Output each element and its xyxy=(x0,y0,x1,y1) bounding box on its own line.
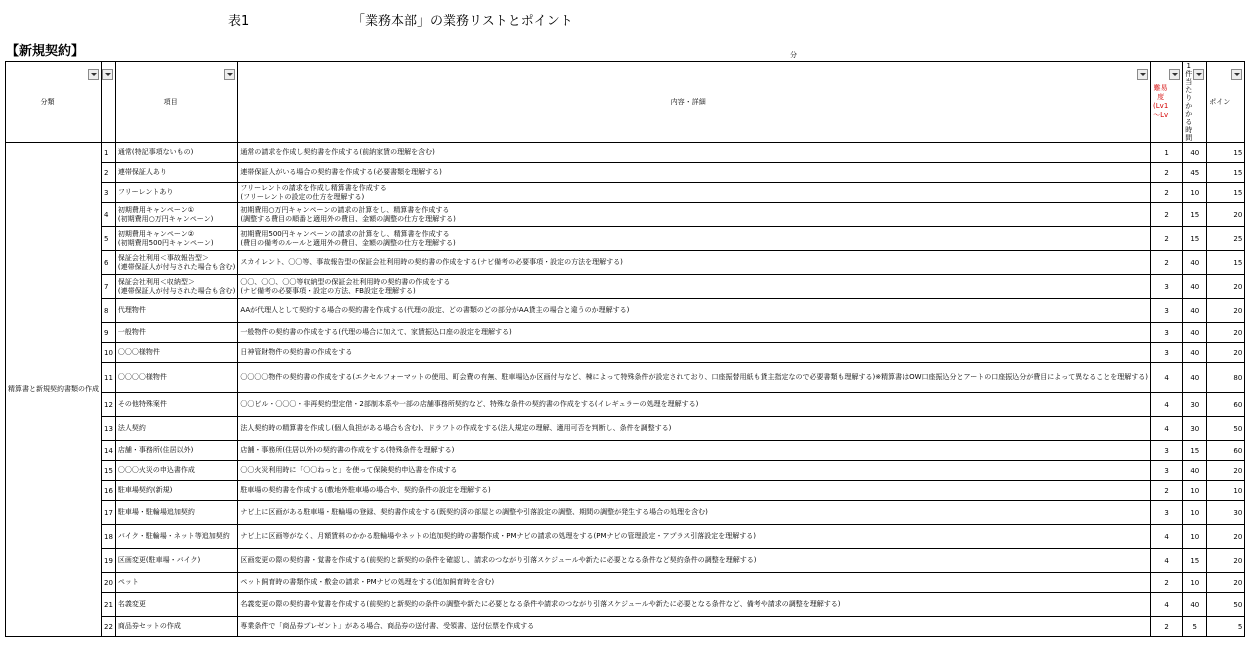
row-number: 4 xyxy=(102,203,116,227)
detail-cell: 法人契約時の精算書を作成し(個人負担がある場合も含む)、ドラフトの作成をする(法人規定の理解、適用可否を判断し、条件を調整する) xyxy=(238,417,1151,441)
table-row xyxy=(6,525,1245,549)
table-row xyxy=(6,481,1245,501)
row-number: 22 xyxy=(102,617,116,637)
row-number: 3 xyxy=(102,183,116,203)
item-cell: その他特殊案件 xyxy=(115,393,237,417)
item-cell: ペット xyxy=(115,573,237,593)
task-table xyxy=(5,61,1245,637)
detail-cell: 初期費用○万円キャンペーンの請求の計算をし、精算書を作成する (調整する費目の順番と適用外の費目、金額の調整の仕方を理解する) xyxy=(238,203,1151,227)
filter-dropdown-icon[interactable] xyxy=(1137,69,1148,80)
difficulty-cell: 2 xyxy=(1151,203,1183,227)
difficulty-cell: 2 xyxy=(1151,251,1183,275)
time-cell: 15 xyxy=(1183,203,1207,227)
difficulty-cell: 3 xyxy=(1151,461,1183,481)
difficulty-cell: 3 xyxy=(1151,343,1183,363)
time-cell: 10 xyxy=(1183,573,1207,593)
points-cell: 80 xyxy=(1207,363,1245,393)
time-cell: 30 xyxy=(1183,393,1207,417)
points-cell: 5 xyxy=(1207,617,1245,637)
item-cell: 〇〇〇〇様物件 xyxy=(115,363,237,393)
detail-cell: ナビ上に区画がある駐車場・駐輪場の登録、契約書作成をする(既契約済の部屋との調整や引落設定の調整、期間の調整が発生する場合の処理を含む) xyxy=(238,501,1151,525)
item-cell: 名義変更 xyxy=(115,593,237,617)
detail-cell: 〇〇〇〇物件の契約書の作成をする(エクセルフォーマットの使用、町会費の有無、駐車場込か区画付与など、棟によって特殊条件が設定されており、口座振替用紙も貸主指定なので必要書類も理解する)※精算書はOW口座振込分とアートの口座振込分が費目によって異なることを理解する) xyxy=(238,363,1151,393)
table-row xyxy=(6,227,1245,251)
points-cell: 20 xyxy=(1207,323,1245,343)
item-cell: 初期費用キャンペーン② (初期費用500円キャンペーン) xyxy=(115,227,237,251)
table-row xyxy=(6,183,1245,203)
item-cell: バイク・駐輪場・ネット等追加契約 xyxy=(115,525,237,549)
time-cell: 40 xyxy=(1183,363,1207,393)
time-cell: 10 xyxy=(1183,501,1207,525)
row-number: 5 xyxy=(102,227,116,251)
detail-cell: 通常の請求を作成し契約書を作成する(前納家賃の理解を含む) xyxy=(238,143,1151,163)
points-cell: 20 xyxy=(1207,461,1245,481)
row-number: 10 xyxy=(102,343,116,363)
item-cell: 連帯保証人あり xyxy=(115,163,237,183)
row-number: 11 xyxy=(102,363,116,393)
header-row xyxy=(6,62,1245,143)
difficulty-cell: 3 xyxy=(1151,441,1183,461)
row-number: 15 xyxy=(102,461,116,481)
points-cell: 15 xyxy=(1207,251,1245,275)
points-cell: 30 xyxy=(1207,501,1245,525)
points-cell: 60 xyxy=(1207,441,1245,461)
item-cell: 通常(特記事項ないもの) xyxy=(115,143,237,163)
time-cell: 5 xyxy=(1183,617,1207,637)
detail-cell: 一般物件の契約書の作成をする(代理の場合に加えて、家賃振込口座の設定を理解する) xyxy=(238,323,1151,343)
difficulty-cell: 2 xyxy=(1151,163,1183,183)
detail-cell: 〇〇火災利用時に「〇〇ねっと」を使って保険契約申込書を作成する xyxy=(238,461,1151,481)
filter-dropdown-icon[interactable] xyxy=(88,69,99,80)
points-cell: 20 xyxy=(1207,343,1245,363)
points-cell: 15 xyxy=(1207,183,1245,203)
time-cell: 10 xyxy=(1183,183,1207,203)
detail-cell: 名義変更の際の契約書や覚書を作成する(前契約と新契約の条件の調整や新たに必要となる条件や請求のつながり引落スケジュールや新たに必要となる条件など、備考や請求の調整を理解する) xyxy=(238,593,1151,617)
detail-cell: 区画変更の際の契約書・覚書を作成する(前契約と新契約の条件を確認し、請求のつながり引落スケジュールや新たに必要となる条件など契約条件の調整を理解する) xyxy=(238,549,1151,573)
time-cell: 45 xyxy=(1183,163,1207,183)
points-cell: 20 xyxy=(1207,573,1245,593)
table-row xyxy=(6,251,1245,275)
difficulty-cell: 3 xyxy=(1151,299,1183,323)
table-number: 表1 xyxy=(228,14,250,29)
col-category: 分類 xyxy=(6,62,102,143)
time-cell: 40 xyxy=(1183,275,1207,299)
time-cell: 40 xyxy=(1183,143,1207,163)
title-row xyxy=(0,10,880,30)
difficulty-cell: 4 xyxy=(1151,393,1183,417)
filter-dropdown-icon[interactable] xyxy=(224,69,235,80)
time-cell: 40 xyxy=(1183,343,1207,363)
document-title: 「業務本部」の業務リストとポイント xyxy=(352,14,573,29)
row-number: 1 xyxy=(102,143,116,163)
row-number: 13 xyxy=(102,417,116,441)
table-row xyxy=(6,417,1245,441)
points-cell: 15 xyxy=(1207,163,1245,183)
time-cell: 15 xyxy=(1183,441,1207,461)
points-cell: 50 xyxy=(1207,593,1245,617)
detail-cell: 初期費用500円キャンペーンの請求の計算をし、精算書を作成する (費目の備考のルールと適用外の費目、金額の調整の仕方を理解する) xyxy=(238,227,1151,251)
time-cell: 40 xyxy=(1183,299,1207,323)
points-cell: 25 xyxy=(1207,227,1245,251)
col-points: ポイン xyxy=(1207,62,1245,143)
points-cell: 60 xyxy=(1207,393,1245,417)
detail-cell: 専業条件で「商品券プレゼント」がある場合、商品券の送付書、受領書、送付伝票を作成する xyxy=(238,617,1151,637)
item-cell: 法人契約 xyxy=(115,417,237,441)
col-difficulty: 難易度 (Lv1～Lv xyxy=(1151,62,1183,143)
item-cell: 区画変更(駐車場・バイク) xyxy=(115,549,237,573)
row-number: 21 xyxy=(102,593,116,617)
item-cell: 一般物件 xyxy=(115,323,237,343)
table-row xyxy=(6,363,1245,393)
detail-cell: スカイレント、〇〇等、事故報告型の保証会社利用時の契約書の作成をする(ナビ備考の必要事項・設定の方法を理解する) xyxy=(238,251,1151,275)
row-number: 8 xyxy=(102,299,116,323)
difficulty-cell: 2 xyxy=(1151,573,1183,593)
row-number: 7 xyxy=(102,275,116,299)
filter-dropdown-icon[interactable] xyxy=(1169,69,1180,80)
table-row xyxy=(6,299,1245,323)
points-cell: 20 xyxy=(1207,299,1245,323)
points-cell: 50 xyxy=(1207,417,1245,441)
item-cell: 〇〇〇火災の申込書作成 xyxy=(115,461,237,481)
detail-cell: AAが代理人として契約する場合の契約書を作成する(代理の設定、どの書類のどの部分がAA貸主の場合と違うのか理解する) xyxy=(238,299,1151,323)
detail-cell: 駐車場の契約書を作成する(敷地外駐車場の場合や、契約条件の設定を理解する) xyxy=(238,481,1151,501)
item-cell: 代理物件 xyxy=(115,299,237,323)
difficulty-cell: 4 xyxy=(1151,593,1183,617)
detail-cell: ペット飼育時の書類作成・敷金の請求・PMナビの処理をする(追加飼育時を含む) xyxy=(238,573,1151,593)
col-no xyxy=(102,62,116,143)
filter-dropdown-icon[interactable] xyxy=(1231,69,1242,80)
points-cell: 20 xyxy=(1207,203,1245,227)
detail-cell: ナビ上に区画等がなく、月額賃料のかかる駐輪場やネットの追加契約時の書類作成・PMナビの請求の処理をする(PMナビの管理設定・アプラス引落設定を理解する) xyxy=(238,525,1151,549)
difficulty-cell: 4 xyxy=(1151,417,1183,441)
points-cell: 10 xyxy=(1207,481,1245,501)
item-cell: 店舗・事務所(住居以外) xyxy=(115,441,237,461)
table-row xyxy=(6,549,1245,573)
item-cell: フリーレントあり xyxy=(115,183,237,203)
time-cell: 10 xyxy=(1183,525,1207,549)
row-number: 18 xyxy=(102,525,116,549)
row-number: 12 xyxy=(102,393,116,417)
difficulty-cell: 4 xyxy=(1151,525,1183,549)
difficulty-cell: 2 xyxy=(1151,617,1183,637)
points-cell: 15 xyxy=(1207,143,1245,163)
item-cell: 駐車場契約(新規) xyxy=(115,481,237,501)
points-cell: 20 xyxy=(1207,525,1245,549)
table-row xyxy=(6,143,1245,163)
item-cell: 初期費用キャンペーン① (初期費用○万円キャンペーン) xyxy=(115,203,237,227)
filter-dropdown-icon[interactable] xyxy=(102,69,113,80)
row-number: 17 xyxy=(102,501,116,525)
table-row xyxy=(6,617,1245,637)
difficulty-cell: 3 xyxy=(1151,501,1183,525)
item-cell: 保証会社利用＜収納型＞ (連帯保証人が付与された場合も含む) xyxy=(115,275,237,299)
category-cell: 精算書と新規契約書類の作成 xyxy=(6,143,102,637)
difficulty-cell: 1 xyxy=(1151,143,1183,163)
points-cell: 20 xyxy=(1207,275,1245,299)
difficulty-cell: 3 xyxy=(1151,323,1183,343)
row-number: 19 xyxy=(102,549,116,573)
detail-cell: 〇〇、〇〇、〇〇等収納型の保証会社利用時の契約書の作成をする (ナビ備考の必要事項・設定の方法、FB設定を理解する) xyxy=(238,275,1151,299)
time-cell: 15 xyxy=(1183,549,1207,573)
row-number: 6 xyxy=(102,251,116,275)
time-cell: 40 xyxy=(1183,593,1207,617)
table-row xyxy=(6,593,1245,617)
table-row xyxy=(6,275,1245,299)
section-label: 【新規契約】 xyxy=(6,44,85,59)
table-row xyxy=(6,323,1245,343)
time-cell: 10 xyxy=(1183,481,1207,501)
time-cell: 40 xyxy=(1183,323,1207,343)
time-cell: 40 xyxy=(1183,461,1207,481)
time-cell: 40 xyxy=(1183,251,1207,275)
row-number: 16 xyxy=(102,481,116,501)
table-row xyxy=(6,441,1245,461)
item-cell: 商品券セットの作成 xyxy=(115,617,237,637)
table-row xyxy=(6,461,1245,481)
time-cell: 15 xyxy=(1183,227,1207,251)
detail-cell: 店舗・事務所(住居以外)の契約書の作成をする(特殊条件を理解する) xyxy=(238,441,1151,461)
difficulty-cell: 2 xyxy=(1151,183,1183,203)
row-number: 14 xyxy=(102,441,116,461)
item-cell: 駐車場・駐輪場追加契約 xyxy=(115,501,237,525)
row-number: 20 xyxy=(102,573,116,593)
difficulty-cell: 2 xyxy=(1151,227,1183,251)
detail-cell: フリーレントの請求を作成し精算書を作成する (フリーレントの設定の仕方を理解する) xyxy=(238,183,1151,203)
table-row xyxy=(6,573,1245,593)
table-row xyxy=(6,163,1245,183)
col-time: 1件当たりか かる時間 xyxy=(1183,62,1207,143)
table-row xyxy=(6,501,1245,525)
table-row xyxy=(6,343,1245,363)
filter-dropdown-icon[interactable] xyxy=(1193,69,1204,80)
row-number: 9 xyxy=(102,323,116,343)
unit-label: 分 xyxy=(790,51,797,59)
difficulty-cell: 3 xyxy=(1151,275,1183,299)
table-row xyxy=(6,393,1245,417)
item-cell: 保証会社利用＜事故報告型＞ (連帯保証人が付与された場合も含む) xyxy=(115,251,237,275)
col-detail: 内容・詳細 xyxy=(238,62,1151,143)
col-item: 項目 xyxy=(115,62,237,143)
table-row xyxy=(6,203,1245,227)
time-cell: 30 xyxy=(1183,417,1207,441)
points-cell: 20 xyxy=(1207,549,1245,573)
detail-cell: 〇〇ビル・〇〇〇・非再契約型定借・2部制本系や一部の店舗事務所契約など、特殊な条件の契約書の作成をする(イレギュラーの処理を理解する) xyxy=(238,393,1151,417)
row-number: 2 xyxy=(102,163,116,183)
item-cell: 〇〇〇様物件 xyxy=(115,343,237,363)
detail-cell: 日神管財物件の契約書の作成をする xyxy=(238,343,1151,363)
detail-cell: 連帯保証人がいる場合の契約書を作成する(必要書類を理解する) xyxy=(238,163,1151,183)
difficulty-cell: 2 xyxy=(1151,481,1183,501)
difficulty-cell: 4 xyxy=(1151,363,1183,393)
difficulty-cell: 4 xyxy=(1151,549,1183,573)
